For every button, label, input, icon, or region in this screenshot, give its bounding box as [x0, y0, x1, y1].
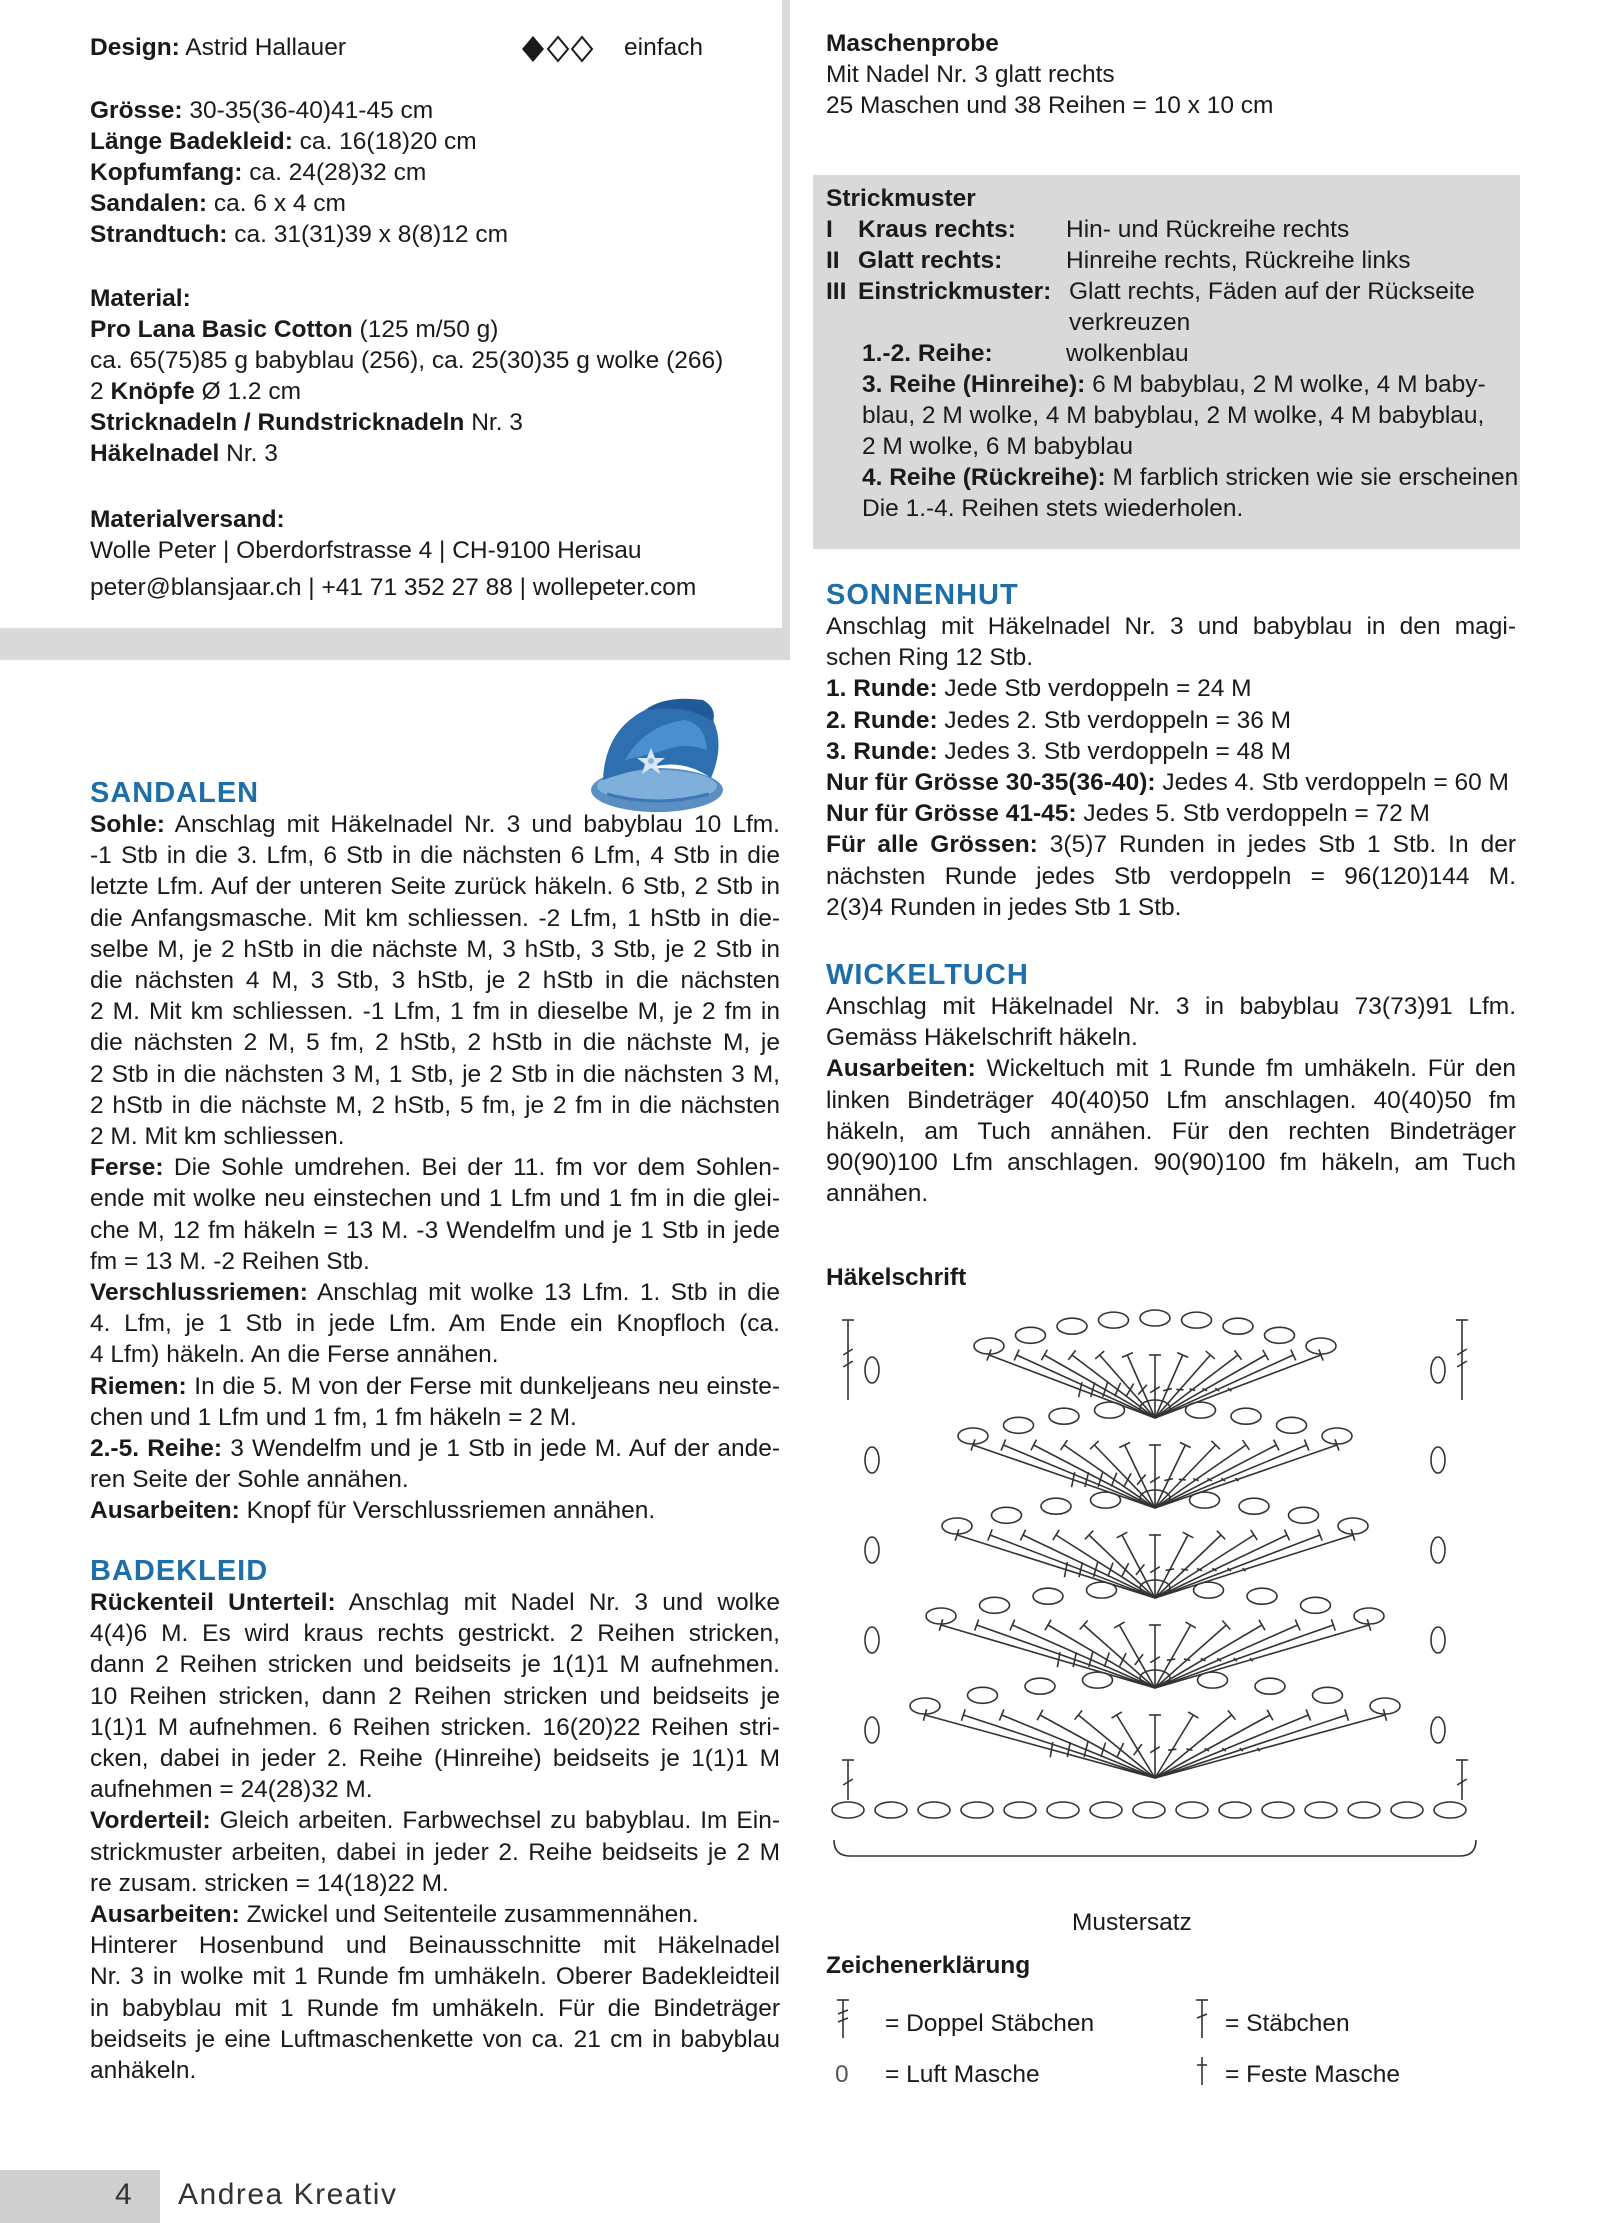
chain-stitch	[1133, 1802, 1165, 1818]
chain-stitch	[1231, 1408, 1261, 1424]
chain-stitch	[1099, 1312, 1129, 1328]
chain-stitch	[961, 1802, 993, 1818]
fan-treble	[1155, 1715, 1347, 1778]
fan-treble-bar	[1166, 1569, 1175, 1571]
ferse-line: che M, 12 fm häkeln = 13 M. -3 Wendelfm und je 1 Stb in jede	[90, 1216, 780, 1244]
wickeltuch-body	[826, 991, 1516, 1209]
gauge-title: Maschenprobe	[826, 30, 999, 57]
treble-icon	[1194, 1998, 1210, 2045]
chain-stitch	[865, 1447, 879, 1473]
legend-treble-label: = Stäbchen	[1225, 2010, 1350, 2037]
ferse-line: Ferse: Die Sohle umdrehen. Bei der 11. fm vor dem Sohlen-	[90, 1154, 780, 1182]
chain-stitch	[1431, 1537, 1445, 1563]
sonnenhut-all: 2(3)4 Runden in jedes Stb 1 Stb.	[826, 893, 1182, 921]
chain-stitch	[926, 1608, 956, 1624]
chain-stitch	[865, 1357, 879, 1383]
fan-treble-bar	[1164, 1479, 1173, 1481]
fan-treble	[1155, 1715, 1385, 1778]
fan-treble	[1155, 1535, 1320, 1598]
pattern-row-2-num: II	[826, 247, 840, 274]
verschluss-line: 4. Lfm, je 1 Stb in jede Lfm. Am Ende ein Knopfloch (ca.	[90, 1310, 780, 1338]
sonnenhut-round: Nur für Grösse 30-35(36-40): Jedes 4. Stb verdoppeln = 60 M	[826, 769, 1509, 797]
sandalen-line: 2 M. Mit km schliessen.	[90, 1123, 345, 1151]
fan-treble-top	[1185, 1622, 1195, 1628]
fan-treble	[1155, 1715, 1308, 1778]
pattern-row-3-desc: Glatt rechts, Fäden auf der Rückseite	[1069, 278, 1475, 305]
sandalen-line: selbe M, je 2 hStb in die nächste M, 3 hStb, 3 Stb, je 2 Stb in	[90, 935, 780, 963]
badekleid-line: aufnehmen = 24(28)32 M.	[90, 1776, 373, 1804]
sandalen-line: -1 Stb in die 3. Lfm, 6 Stb in die nächsten 6 Lfm, 4 Stb in die	[90, 842, 780, 870]
ferse-line: fm = 13 M. -2 Reihen Stb.	[90, 1247, 370, 1275]
fan-treble	[1089, 1535, 1155, 1598]
chain-stitch	[974, 1338, 1004, 1354]
fan-treble-bar	[1168, 1749, 1176, 1750]
sandalen-line: Sohle: Anschlag mit Häkelnadel Nr. 3 und babyblau 10 Lfm.	[90, 811, 780, 838]
fan-treble-bar	[1115, 1383, 1121, 1397]
size-line: Grösse: 30-35(36-40)41-45 cm	[90, 97, 434, 124]
fan-treble-bar	[1137, 1475, 1146, 1485]
chain-stitch	[1223, 1318, 1253, 1334]
verschluss-line: Verschlussriemen: Anschlag mit wolke 13 Lfm. 1. Stb in die	[90, 1279, 780, 1307]
buttons-line: 2 Knöpfe Ø 1.2 cm	[90, 378, 302, 405]
chain-stitch	[1182, 1312, 1212, 1328]
vorderteil-line: Vorderteil: Gleich arbeiten. Farbwechsel zu babyblau. Im Ein-	[90, 1807, 780, 1835]
fan-treble	[1155, 1355, 1321, 1418]
legend-single-crochet-label: = Feste Masche	[1225, 2061, 1400, 2088]
fan-treble	[990, 1535, 1155, 1598]
badekleid-line: Rückenteil Unterteil: Anschlag mit Nadel Nr. 3 und wolke	[90, 1589, 780, 1616]
fan-treble-top	[1267, 1710, 1273, 1721]
header-bg-horizontal	[0, 628, 790, 660]
badekleid-aus-line: anhäkeln.	[90, 2057, 197, 2085]
fan-treble	[1017, 1355, 1155, 1418]
chain-stitch	[1176, 1802, 1208, 1818]
fan-treble-bar	[1167, 1659, 1175, 1660]
fan-treble	[963, 1715, 1155, 1778]
gauge-line1: Mit Nadel Nr. 3 glatt rechts	[826, 61, 1115, 88]
difficulty-label: einfach	[624, 34, 704, 61]
fan-treble-bar	[1250, 1658, 1253, 1661]
chain-stitch	[1025, 1678, 1055, 1694]
double-treble-icon	[835, 1998, 851, 2045]
design-line: Design: Astrid Hallauer	[90, 34, 346, 61]
fan-treble-top	[1251, 1530, 1257, 1540]
legend-chain-label: = Luft Masche	[885, 2061, 1040, 2088]
chain-stitch	[1289, 1507, 1319, 1523]
fan-treble-top	[1114, 1622, 1124, 1628]
fan-treble-top	[1183, 1532, 1194, 1538]
chain-stitch	[1004, 1802, 1036, 1818]
fan-treble	[1155, 1535, 1353, 1598]
pattern-row-3-num: III	[826, 278, 847, 305]
chain-stitch	[1354, 1608, 1384, 1624]
chain-stitch	[1370, 1698, 1400, 1714]
fan-treble-top	[1041, 1350, 1047, 1360]
chain-stitch	[958, 1428, 988, 1444]
fan-treble-bar	[1184, 1659, 1190, 1660]
badekleid-aus-line: beidseits je eine Luftmaschenkette von ca. 21 cm in babyblau	[90, 2025, 780, 2053]
chain-stitch	[968, 1687, 998, 1703]
fan-treble	[1155, 1445, 1216, 1508]
fan-treble	[1002, 1715, 1155, 1778]
pattern-row-3-cont: verkreuzen	[1069, 309, 1191, 336]
pattern-row-3-name: Einstrickmuster:	[858, 278, 1052, 305]
badekleid-line: 4(4)6 M. Es wird kraus rechts gestrickt. 2 Reihen stricken,	[90, 1620, 780, 1648]
fan-treble-bar	[1120, 1653, 1126, 1666]
chain-stitch	[1049, 1408, 1079, 1424]
chain-stitch	[1004, 1417, 1034, 1433]
chain-stitch	[1041, 1498, 1071, 1514]
chain-stitch	[1322, 1428, 1352, 1444]
chain-stitch	[1247, 1588, 1277, 1604]
sandalen-body	[90, 809, 780, 1527]
fan-treble-bar	[1179, 1479, 1186, 1480]
chain-stitch	[918, 1802, 950, 1818]
fan-treble	[1155, 1715, 1232, 1778]
chain-stitch	[1277, 1417, 1307, 1433]
fan-treble-top	[1053, 1530, 1059, 1540]
fan-treble-bar	[1111, 1473, 1116, 1487]
fan-treble	[957, 1535, 1155, 1598]
badekleid-line: cken, dabei in jeder 2. Reihe (Hinreihe) beidseits je 1(1)1 M	[90, 1745, 780, 1773]
chain-stitch	[1090, 1802, 1122, 1818]
sonnenhut-body	[826, 611, 1516, 923]
legend-title: Zeichenerklärung	[826, 1952, 1031, 1979]
fan-treble	[973, 1445, 1155, 1508]
fan-treble	[1155, 1625, 1226, 1688]
footer-bar	[0, 2170, 160, 2223]
chain-stitch	[1057, 1318, 1087, 1334]
chain-stitch	[1431, 1447, 1445, 1473]
fan-treble-top	[1031, 1440, 1037, 1451]
chain-stitch	[865, 1717, 879, 1743]
fan-treble	[925, 1715, 1155, 1778]
fan-treble	[1100, 1355, 1155, 1418]
fan-treble-bar	[1104, 1653, 1109, 1667]
footer-brand: Andrea Kreativ	[178, 2178, 398, 2211]
badekleid-line: dann 2 Reihen stricken und beidseits je 1(1)1 M aufnehmen.	[90, 1651, 780, 1679]
chain-stitch	[1338, 1518, 1368, 1534]
fan-treble	[977, 1625, 1155, 1688]
pattern-r12-label: 1.-2. Reihe:	[862, 340, 993, 367]
wickeltuch-aus-line: Ausarbeiten: Wickeltuch mit 1 Runde fm umhäkeln. Für den	[826, 1055, 1516, 1083]
fan-treble	[1155, 1445, 1307, 1508]
fan-treble-top	[1234, 1350, 1241, 1360]
fan-treble-top	[1188, 1712, 1198, 1718]
badekleid-aus-line: Nr. 3 in wolke mit 1 Runde fm umhäkeln. Oberer Badekleidteil	[90, 1963, 780, 1991]
chain-stitch	[1313, 1687, 1343, 1703]
wickeltuch-aus-line: annähen.	[826, 1180, 929, 1208]
sonnenhut-heading: SONNENHUT	[826, 579, 1019, 611]
chain-stitch	[1306, 1338, 1336, 1354]
badekleid-aus-line: Hinterer Hosenbund und Beinausschnitte mit Häkelnadel	[90, 1932, 780, 1960]
wickeltuch-heading: WICKELTUCH	[826, 959, 1029, 991]
sonnenhut-round: 2. Runde: Jedes 2. Stb verdoppeln = 36 M	[826, 706, 1292, 734]
fan-treble-bar	[1108, 1563, 1113, 1577]
wickeltuch-aus-line: häkeln, am Tuch annähen. Für den rechten Bindeträger	[826, 1117, 1516, 1145]
fan-treble	[1155, 1535, 1221, 1598]
chart-title: Häkelschrift	[826, 1264, 967, 1291]
sandalen-line: 2 M. Mit km schliessen. -1 Lfm, 1 fm in dieselbe M, je 2 fm in	[90, 998, 780, 1026]
fan-treble-top	[1117, 1532, 1128, 1538]
header-bg-vertical	[782, 0, 790, 660]
sandalen-line: die Anfangsmasche. Mit km schliessen. -2 Lfm, 1 hStb in die-	[90, 904, 780, 932]
chain-stitch	[1391, 1802, 1423, 1818]
material-title: Material:	[90, 285, 191, 312]
fan-treble-top	[1068, 1350, 1075, 1360]
fan-treble-bar	[1122, 1563, 1129, 1576]
shipping-address: Wolle Peter | Oberdorfstrasse 4 | CH-9100 Herisau	[90, 537, 642, 564]
length-line: Länge Badekleid: ca. 16(18)20 cm	[90, 128, 477, 155]
fan-treble-bar	[1126, 1383, 1133, 1395]
pattern-title: Strickmuster	[826, 185, 976, 212]
pattern-row-1-desc: Hin- und Rückreihe rechts	[1066, 216, 1350, 243]
sonnenhut-round: Nur für Grösse 41-45: Jedes 5. Stb verdoppeln = 72 M	[826, 800, 1430, 828]
fan-treble	[1084, 1625, 1155, 1688]
pattern-row-1-num: I	[826, 216, 833, 243]
sonnenhut-all: nächsten Runde jedes Stb verdoppeln = 96(120)144 M.	[826, 862, 1516, 890]
wickeltuch-line: Gemäss Häkelschrift häkeln.	[826, 1024, 1138, 1052]
riemen-line: Riemen: In die 5. M von der Ferse mit dunkeljeans neu einste-	[90, 1372, 780, 1400]
badekleid-aus-line: Ausarbeiten: Zwickel und Seitenteile zusammennähen.	[90, 1901, 699, 1929]
fan-treble-top	[1112, 1712, 1122, 1718]
fan-treble	[1078, 1715, 1155, 1778]
fan-treble-top	[1263, 1350, 1269, 1360]
fan-treble-top	[1228, 1710, 1236, 1719]
difficulty-icon	[520, 32, 600, 71]
page-number: 4	[115, 2178, 132, 2211]
chain-stitch	[1016, 1327, 1046, 1343]
sonnenhut-all: Für alle Grössen: 3(5)7 Runden in jedes Stb 1 Stb. In der	[826, 831, 1516, 859]
needles-line: Stricknadeln / Rundstricknadeln Nr. 3	[90, 409, 523, 436]
fan-treble	[1003, 1445, 1155, 1508]
fan-treble-bar	[1117, 1743, 1123, 1756]
crochet-chart	[820, 1300, 1520, 1940]
chain-stitch	[1219, 1802, 1251, 1818]
fan-treble-bar	[1124, 1473, 1131, 1486]
material-brand: Pro Lana Basic Cotton (125 m/50 g)	[90, 316, 499, 343]
badekleid-line: 10 Reihen stricken, dann 2 Reihen stricken und beidseits je	[90, 1682, 780, 1710]
reihe-line: 2.-5. Reihe: 3 Wendelfm und je 1 Stb in jede M. Auf der ande-	[90, 1435, 780, 1463]
fan-treble-top	[1037, 1710, 1043, 1721]
sonnenhut-round: 1. Runde: Jede Stb verdoppeln = 24 M	[826, 675, 1252, 703]
legend-double-treble-label: = Doppel Stäbchen	[885, 2010, 1095, 2037]
sandalen-line: 2 Stb in die nächsten 3 M, 1 Stb, je 2 Stb in die nächsten 3 M,	[90, 1060, 780, 1088]
wickeltuch-line: Anschlag mit Häkelnadel Nr. 3 in babyblau 73(73)91 Lfm.	[826, 993, 1516, 1020]
vorderteil-line: re zusam. stricken = 14(18)22 M.	[90, 1869, 449, 1897]
gauge-line2: 25 Maschen und 38 Reihen = 10 x 10 cm	[826, 92, 1274, 119]
pattern-row-2-name: Glatt rechts:	[858, 247, 1003, 274]
fan-treble-bar	[1181, 1569, 1188, 1570]
chain-stitch	[865, 1537, 879, 1563]
towel-size-line: Strandtuch: ca. 31(31)39 x 8(8)12 cm	[90, 221, 508, 248]
sandalen-line: letzte Lfm. Auf der unteren Seite zurück häkeln. 6 Stb, 2 Stb in	[90, 873, 780, 901]
fan-treble-bar	[1163, 1389, 1172, 1391]
fan-treble	[989, 1355, 1155, 1418]
chain-stitch	[1239, 1498, 1269, 1514]
fan-treble	[1155, 1625, 1369, 1688]
chain-stitch	[1047, 1802, 1079, 1818]
vorderteil-line: strickmuster arbeiten, dabei in jeder 2. Reihe beidseits je 2 M	[90, 1838, 780, 1866]
chain-stitch	[910, 1698, 940, 1714]
fan-treble-top	[1061, 1440, 1068, 1450]
wickeltuch-aus-line: linken Bindeträger 40(40)50 Lfm anschlagen. 40(40)50 fm	[826, 1086, 1516, 1114]
chart-repeat-label: Mustersatz	[1072, 1909, 1192, 1936]
chain-icon: 0	[835, 2061, 849, 2088]
reihe-line: ren Seite der Sohle annähen.	[90, 1466, 409, 1494]
sandal-photo	[585, 690, 735, 825]
chain-stitch	[1301, 1597, 1331, 1613]
fan-treble	[941, 1625, 1155, 1688]
fan-treble	[1094, 1445, 1155, 1508]
sandalen-line: 2 hStb in die nächste M, 2 hStb, 5 fm, je 2 fm in die nächsten	[90, 1091, 780, 1119]
chain-stitch	[1265, 1327, 1295, 1343]
chain-stitch	[980, 1597, 1010, 1613]
chain-stitch	[1431, 1717, 1445, 1743]
sandalen-line: die nächsten 2 M, 5 fm, 2 hStb, 2 hStb in die nächste M, je	[90, 1029, 780, 1057]
sandalen-heading: SANDALEN	[90, 777, 260, 809]
shipping-contact: peter@blansjaar.ch | +41 71 352 27 88 | wollepeter.com	[90, 574, 697, 601]
fan-treble-top	[1243, 1440, 1250, 1450]
chain-stitch	[1431, 1627, 1445, 1653]
pattern-r3-line3: 2 M wolke, 6 M babyblau	[862, 433, 1133, 460]
pattern-row-1-name: Kraus rechts:	[858, 216, 1016, 243]
wickeltuch-aus-line: 90(90)100 Lfm anschlagen. 90(90)100 fm häkeln, am Tuch	[826, 1149, 1516, 1177]
fan-treble-bar	[1136, 1564, 1145, 1574]
chain-stitch	[1262, 1802, 1294, 1818]
pattern-row-2-desc: Hinreihe rechts, Rückreihe links	[1066, 247, 1411, 274]
badekleid-heading: BADEKLEID	[90, 1555, 269, 1587]
sandals-size-line: Sandalen: ca. 6 x 4 cm	[90, 190, 346, 217]
sandalen-line: die nächsten 4 M, 3 Stb, 3 hStb, je 2 hStb in die nächsten	[90, 967, 780, 995]
ausarbeiten-line: Ausarbeiten: Knopf für Verschlussriemen annähen.	[90, 1497, 656, 1525]
fan-treble	[1155, 1445, 1337, 1508]
chain-stitch	[992, 1507, 1022, 1523]
ferse-line: ende mit wolke neu einstechen und 1 Lfm und 1 fm in die glei-	[90, 1185, 780, 1213]
badekleid-line: 1(1)1 M aufnehmen. 6 Reihen stricken. 16(20)22 Reihen stri-	[90, 1713, 780, 1741]
badekleid-aus-line: in babyblau mit 1 Runde fm umhäkeln. Für die Bindeträger	[90, 1994, 780, 2022]
hook-line: Häkelnadel Nr. 3	[90, 440, 278, 467]
badekleid-body	[90, 1587, 780, 2086]
riemen-line: chen und 1 Lfm und 1 fm, 1 fm häkeln = 2 M.	[90, 1403, 577, 1431]
pattern-r3-line1: 3. Reihe (Hinreihe): 6 M babyblau, 2 M wolke, 4 M baby-	[862, 371, 1486, 398]
fan-treble-bar	[1186, 1749, 1192, 1750]
sonnenhut-line: schen Ring 12 Stb.	[826, 644, 1034, 672]
chain-stitch	[942, 1518, 972, 1534]
chain-stitch	[865, 1627, 879, 1653]
sonnenhut-round: 3. Runde: Jedes 3. Stb verdoppeln = 48 M	[826, 737, 1292, 765]
single-crochet-icon	[1194, 2055, 1210, 2092]
fan-treble-top	[1259, 1620, 1265, 1630]
chain-stitch	[1348, 1802, 1380, 1818]
chain-stitch	[1434, 1802, 1466, 1818]
shipping-title: Materialversand:	[90, 506, 285, 533]
chain-stitch	[1033, 1588, 1063, 1604]
chain-stitch	[875, 1802, 907, 1818]
chain-stitch	[1140, 1310, 1170, 1326]
fan-treble-top	[1274, 1440, 1280, 1451]
pattern-r12-value: wolkenblau	[1066, 340, 1189, 367]
sonnenhut-line: Anschlag mit Häkelnadel Nr. 3 und babyblau in den magi-	[826, 613, 1516, 640]
chain-stitch	[1305, 1802, 1337, 1818]
chain-stitch	[832, 1802, 864, 1818]
chain-stitch	[1431, 1357, 1445, 1383]
fan-treble	[1155, 1625, 1333, 1688]
fan-treble-top	[1075, 1710, 1083, 1719]
pattern-repeat: Die 1.-4. Reihen stets wiederholen.	[862, 495, 1244, 522]
fan-treble	[1155, 1355, 1293, 1418]
head-line: Kopfumfang: ca. 24(28)32 cm	[90, 159, 427, 186]
pattern-r3-line2: blau, 2 M wolke, 4 M babyblau, 2 M wolke, 4 M babyblau,	[862, 402, 1485, 429]
fan-treble-top	[1045, 1620, 1051, 1630]
chain-stitch	[1255, 1678, 1285, 1694]
fan-treble-bar	[1257, 1748, 1260, 1751]
fan-treble-bar	[1138, 1385, 1147, 1395]
verschluss-line: 4 Lfm) häkeln. An die Ferse annähen.	[90, 1341, 499, 1369]
fan-treble	[1155, 1355, 1210, 1418]
pattern-r4-line: 4. Reihe (Rückreihe): M farblich stricken wie sie erscheinen	[862, 464, 1519, 491]
material-colors: ca. 65(75)85 g babyblau (256), ca. 25(30)35 g wolke (266)	[90, 347, 724, 374]
repeat-bracket	[834, 1840, 1476, 1856]
